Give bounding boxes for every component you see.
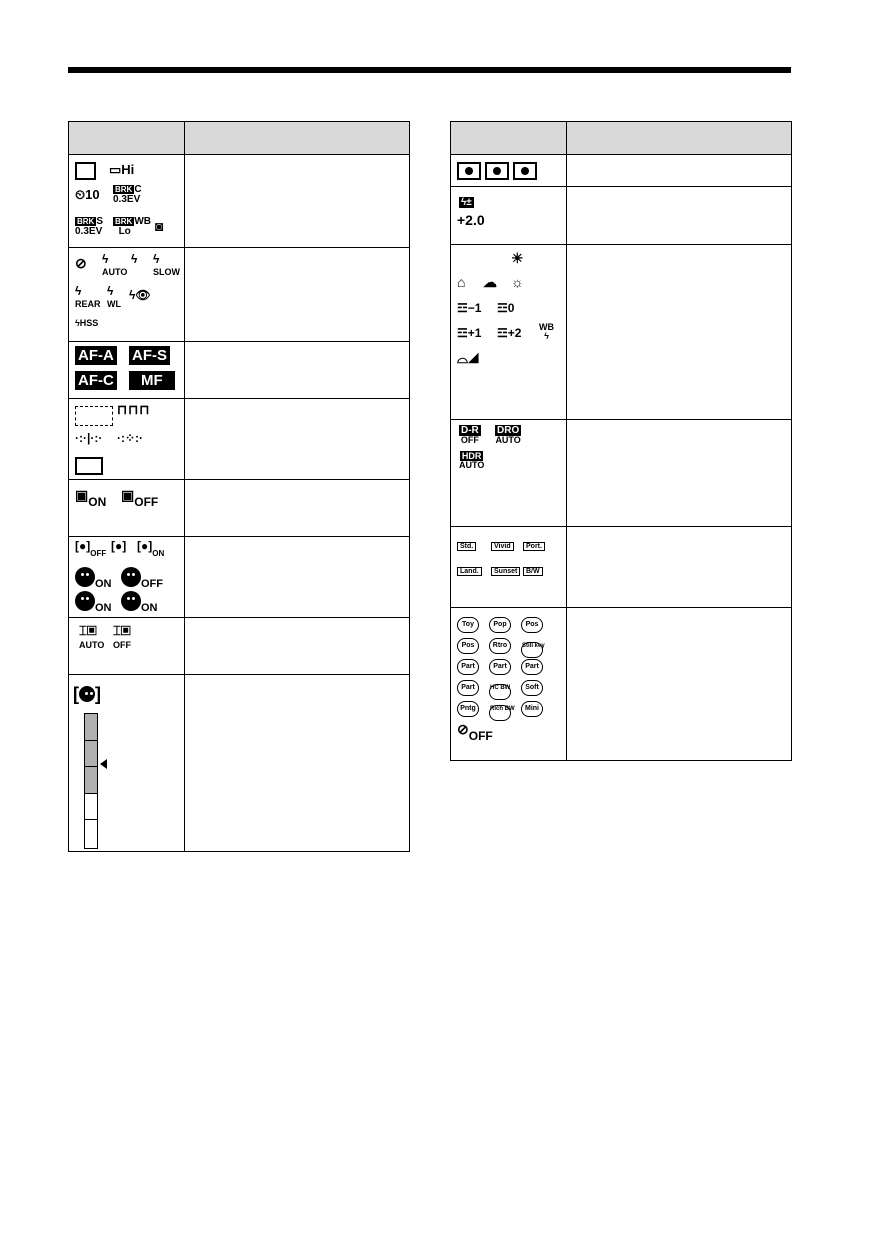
creative-style-standard-icon: Std. bbox=[457, 542, 476, 551]
hdr-painting-icon: Pntg bbox=[457, 701, 479, 717]
smile-shutter-description bbox=[185, 675, 410, 852]
fluorescent-minus1-icon: ☲−1 bbox=[457, 301, 482, 315]
fluorescent-0-label: 0 bbox=[507, 301, 515, 315]
table-row bbox=[69, 480, 410, 537]
face-registered-on-label: ON bbox=[152, 549, 165, 558]
fluorescent-plus1-icon: ☲+1 bbox=[457, 326, 482, 340]
face-detection-on-label: ON bbox=[95, 578, 112, 591]
creative-style-portrait-icon: Port. bbox=[523, 542, 545, 551]
aps-on-icon: ▣ON bbox=[75, 487, 107, 509]
dr-off-label: OFF bbox=[460, 435, 479, 445]
table-row bbox=[69, 155, 410, 248]
wireless-flash-label: WL bbox=[107, 299, 121, 309]
posterization-color-icon: Pos bbox=[521, 617, 543, 633]
partial-color-blue-icon: Part bbox=[521, 659, 543, 675]
table-header-row bbox=[451, 122, 792, 155]
bracket-s-label: S bbox=[96, 216, 104, 227]
smile-face-on-label: ON bbox=[95, 602, 112, 615]
smile-face-on-icon bbox=[75, 591, 112, 614]
dro-label: DRO bbox=[497, 425, 520, 436]
face-detection-description bbox=[185, 537, 410, 618]
dr-label: D-R bbox=[461, 425, 479, 436]
page-top-rule bbox=[68, 67, 791, 73]
miniature-icon: Mini bbox=[521, 701, 543, 717]
af-s-icon: AF-S bbox=[129, 346, 170, 365]
face-registered-icon: [●] bbox=[111, 539, 127, 553]
right-indicator-table bbox=[450, 121, 792, 761]
face-detection-off-label: OFF bbox=[141, 578, 163, 591]
wb-bracket-icon: BRK WB Lo bbox=[115, 216, 152, 237]
wireless-flash-icon: ϟ WL bbox=[107, 284, 121, 309]
self-timer-icon: ⏲10 bbox=[75, 187, 100, 202]
center-area-icon: ·:·|·:· bbox=[75, 431, 103, 445]
aps-off-icon: ▣OFF bbox=[121, 487, 159, 509]
dro-hdr-icons bbox=[451, 420, 567, 527]
flash-off-icon: ⊘ bbox=[75, 255, 87, 271]
wide-area-icon bbox=[75, 406, 113, 426]
flexible-spot-icon: ·:⁘:· bbox=[117, 431, 144, 445]
spot-metering-icon bbox=[513, 162, 537, 180]
remote-commander-icon: ◙ bbox=[155, 218, 164, 234]
creative-style-description bbox=[567, 527, 792, 608]
af-c-icon: AF-C bbox=[75, 371, 117, 390]
soft-high-key-icon: Still key bbox=[521, 642, 543, 658]
soft-focus-icon: Soft bbox=[521, 680, 543, 696]
focus-mode-icons bbox=[69, 342, 185, 399]
af-area-description bbox=[185, 399, 410, 480]
daylight-wb-icon: ☀ bbox=[511, 250, 524, 266]
table-row bbox=[451, 608, 792, 761]
auto-object-framing-icons bbox=[69, 618, 185, 675]
hdr-auto-icon bbox=[459, 452, 484, 470]
aps-off-label: OFF bbox=[134, 495, 159, 509]
auto-framing-off-icon: ⌶▣ OFF bbox=[113, 623, 131, 650]
focus-mode-description bbox=[185, 342, 410, 399]
zone-area-icon: ⊓⊓⊓ bbox=[117, 402, 151, 417]
smile-shutter-icon: [ ] bbox=[73, 684, 101, 704]
high-contrast-mono-icon: HC BW bbox=[489, 684, 511, 700]
smile-face-on-alt-label: ON bbox=[141, 602, 158, 615]
creative-style-vivid-icon: Vivid bbox=[491, 542, 514, 551]
self-timer-label: 10 bbox=[85, 187, 100, 202]
wb-bracket-label: WB bbox=[134, 216, 152, 227]
face-detection-on-icon bbox=[75, 567, 112, 590]
posterization-bw-icon: Pos bbox=[457, 638, 479, 654]
red-eye-icon: ϟ👁 bbox=[129, 288, 151, 302]
face-detection-off-icon bbox=[121, 567, 163, 590]
creative-style-bw-icon: B/W bbox=[523, 567, 543, 576]
face-registered-off-label: OFF bbox=[90, 549, 107, 558]
left-indicator-table bbox=[68, 121, 410, 852]
flash-mode-description bbox=[185, 248, 410, 342]
smile-detection-indicator bbox=[84, 713, 98, 849]
picture-effect-icons bbox=[451, 608, 567, 761]
table-row bbox=[69, 399, 410, 480]
dro-auto-label: AUTO bbox=[495, 435, 521, 445]
continuous-hi-label: Hi bbox=[121, 162, 135, 177]
mf-icon: MF bbox=[129, 371, 175, 390]
hdr-label: HDR bbox=[461, 451, 482, 461]
fluorescent-plus2-icon: ☲+2 bbox=[497, 326, 522, 340]
custom-wb-icon: ⌓◢ bbox=[457, 350, 479, 366]
bracket-s-value: 0.3EV bbox=[75, 226, 103, 237]
auto-object-framing-description bbox=[185, 618, 410, 675]
picture-effect-off-label: OFF bbox=[468, 729, 493, 743]
white-balance-description bbox=[567, 245, 792, 420]
pop-color-icon: Pop bbox=[489, 617, 511, 633]
table-row bbox=[451, 155, 792, 187]
table-row bbox=[451, 187, 792, 245]
table-row bbox=[451, 245, 792, 420]
multi-segment-metering-icon bbox=[457, 162, 481, 180]
shade-wb-icon: ⌂ bbox=[457, 274, 466, 290]
drive-mode-icons bbox=[69, 155, 185, 248]
slow-sync-label: SLOW bbox=[153, 267, 180, 277]
auto-framing-auto-icon: ⌶▣ AUTO bbox=[79, 623, 105, 650]
bracket-c-label: C bbox=[134, 184, 142, 195]
dro-hdr-description bbox=[567, 420, 792, 527]
wb-bracket-lo: Lo bbox=[118, 226, 131, 237]
header-cell-display bbox=[451, 122, 567, 155]
bracket-continuous-icon: BRK C 0.3EV bbox=[113, 184, 142, 205]
af-a-icon: AF-A bbox=[75, 346, 117, 365]
partial-color-green-icon: Part bbox=[489, 659, 511, 675]
flash-auto-icon: ϟ AUTO bbox=[102, 252, 128, 277]
flash-wb-label: WB bbox=[539, 322, 554, 332]
slow-sync-icon: ϟ SLOW bbox=[153, 252, 180, 277]
header-cell-indication bbox=[567, 122, 792, 155]
metering-mode-description bbox=[567, 155, 792, 187]
fluorescent-plus2-label: +2 bbox=[507, 326, 522, 340]
smile-sensitivity-pointer-icon bbox=[100, 759, 107, 769]
af-area-icons bbox=[69, 399, 185, 480]
flash-auto-label: AUTO bbox=[102, 267, 128, 277]
bracket-c-value: 0.3EV bbox=[113, 194, 141, 205]
fill-flash-icon: ϟ bbox=[131, 252, 138, 266]
metering-mode-icons bbox=[451, 155, 567, 187]
dr-off-icon bbox=[459, 426, 481, 445]
creative-style-sunset-icon: Sunset bbox=[491, 567, 520, 576]
table-row bbox=[69, 675, 410, 852]
flash-wb-icon: WB ϟ bbox=[539, 322, 554, 341]
face-registered-off-icon: $[●]_{OFF}$ bbox=[75, 539, 107, 558]
fluorescent-plus1-label: +1 bbox=[467, 326, 482, 340]
face-registered-on-icon: $[●]_{ON}$ bbox=[137, 539, 165, 558]
drive-mode-description bbox=[185, 155, 410, 248]
single-shot-icon bbox=[75, 162, 96, 180]
aps-on-label: ON bbox=[88, 495, 107, 509]
picture-effect-description bbox=[567, 608, 792, 761]
table-row bbox=[69, 618, 410, 675]
center-weighted-metering-icon bbox=[485, 162, 509, 180]
picture-effect-off-icon: ⊘OFF bbox=[457, 721, 493, 743]
continuous-hi-icon: ▭Hi bbox=[109, 162, 135, 177]
smile-shutter-icons bbox=[69, 675, 185, 852]
table-row bbox=[69, 248, 410, 342]
partial-color-red-icon: Part bbox=[457, 659, 479, 675]
flash-comp-value: +2.0 bbox=[457, 212, 485, 228]
creative-style-landscape-icon: Land. bbox=[457, 567, 482, 576]
auto-framing-off-label: OFF bbox=[113, 640, 131, 650]
flash-mode-icons bbox=[69, 248, 185, 342]
header-cell-display bbox=[69, 122, 185, 155]
fluorescent-0-icon: ☲0 bbox=[497, 301, 515, 315]
tungsten-wb-icon: ☼ bbox=[511, 274, 524, 290]
fluorescent-minus1-label: −1 bbox=[467, 301, 482, 315]
table-row bbox=[69, 537, 410, 618]
creative-style-icons bbox=[451, 527, 567, 608]
table-row bbox=[451, 527, 792, 608]
cloudy-wb-icon: ☁ bbox=[483, 274, 497, 290]
partial-color-yellow-icon: Part bbox=[457, 680, 479, 696]
hss-flash-icon: ϟHSS bbox=[75, 318, 99, 328]
smile-face-on-alt-icon bbox=[121, 591, 158, 614]
dro-auto-icon bbox=[495, 426, 521, 445]
auto-framing-auto-label: AUTO bbox=[79, 640, 105, 650]
face-detection-icons bbox=[69, 537, 185, 618]
rear-sync-label: REAR bbox=[75, 299, 101, 309]
hdr-auto-label: AUTO bbox=[459, 460, 485, 470]
aps-description bbox=[185, 480, 410, 537]
aps-icons bbox=[69, 480, 185, 537]
white-balance-icons bbox=[451, 245, 567, 420]
table-row bbox=[451, 420, 792, 527]
hss-label: HSS bbox=[79, 318, 99, 328]
flash-compensation-icons bbox=[451, 187, 567, 245]
retro-photo-icon: Rtro bbox=[489, 638, 511, 654]
flash-compensation-description bbox=[567, 187, 792, 245]
lock-on-af-icon bbox=[75, 457, 103, 475]
toy-camera-icon: Toy bbox=[457, 617, 479, 633]
flash-comp-icon: ϟ± bbox=[461, 197, 472, 208]
rich-tone-mono-icon: Rich BW bbox=[489, 705, 511, 721]
bracket-single-icon: BRK S 0.3EV bbox=[75, 216, 104, 237]
table-header-row bbox=[69, 122, 410, 155]
table-row bbox=[69, 342, 410, 399]
rear-sync-icon: ϟ REAR bbox=[75, 284, 101, 309]
header-cell-indication bbox=[185, 122, 410, 155]
